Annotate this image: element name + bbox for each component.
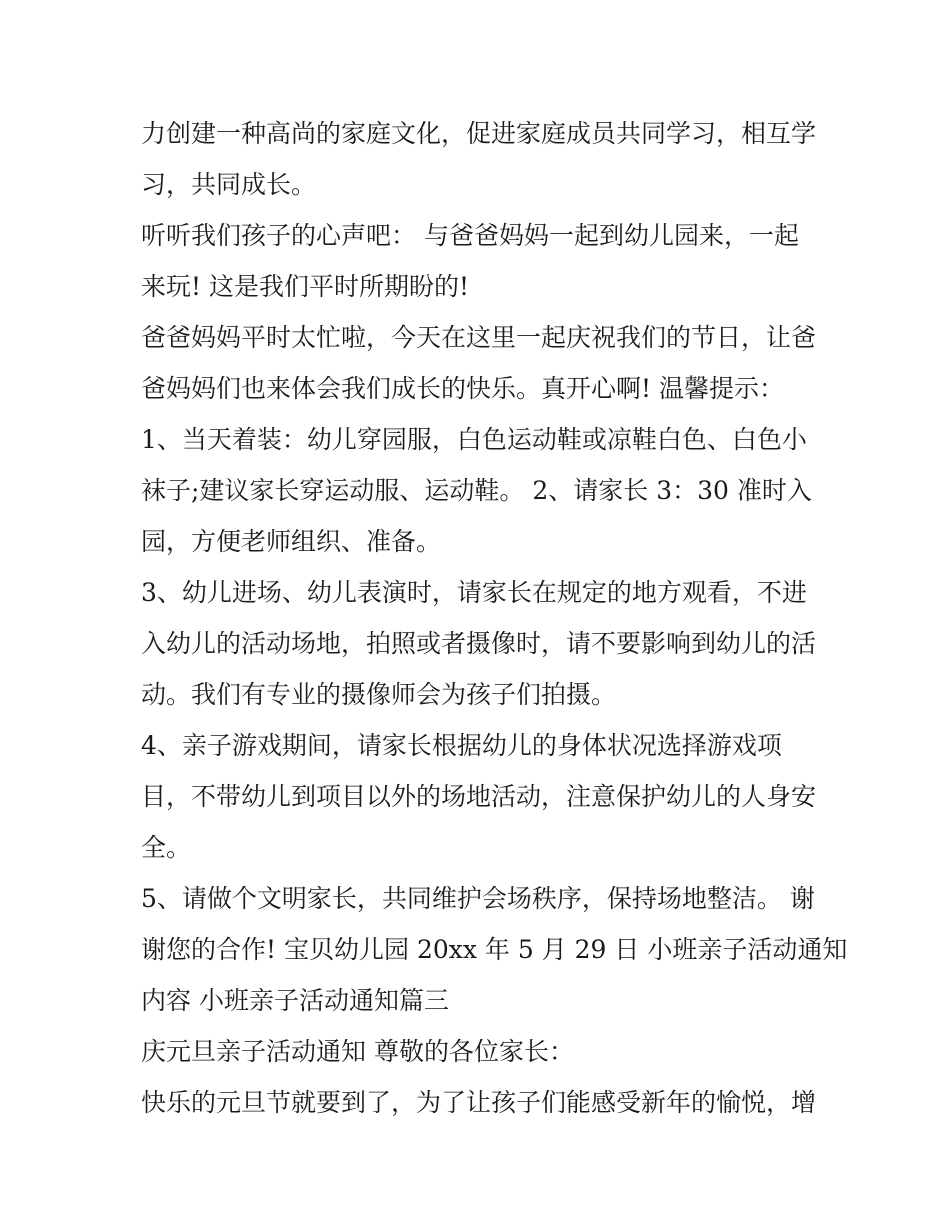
- text-line: 力创建一种高尚的家庭文化，促进家庭成员共同学习，相互学: [141, 119, 817, 148]
- text-line: 内容 小班亲子活动通知篇三: [141, 986, 449, 1015]
- text-line: 习，共同成长。: [141, 170, 317, 199]
- document-body: [141, 108, 848, 1128]
- text-line: 目，不带幼儿到项目以外的场地活动，注意保护幼儿的人身安: [141, 782, 817, 811]
- text-line: 5、请做个文明家长，共同维护会场秩序，保持场地整洁。 谢: [141, 884, 815, 913]
- text-line: 谢您的合作! 宝贝幼儿园 20xx 年 5 月 29 日 小班亲子活动通知: [141, 935, 848, 964]
- text-line: 4、亲子游戏期间，请家长根据幼儿的身体状况选择游戏项: [141, 731, 782, 760]
- text-line: 爸妈妈们也来体会我们成长的快乐。真开心啊! 温馨提示：: [141, 374, 784, 403]
- text-line: 庆元旦亲子活动通知 尊敬的各位家长：: [141, 1037, 574, 1066]
- text-line: 袜子;建议家长穿运动服、运动鞋。 2、请家长 3：30 准时入: [141, 476, 812, 505]
- text-line: 听听我们孩子的心声吧： 与爸爸妈妈一起到幼儿园来，一起: [141, 221, 799, 250]
- text-line: 来玩! 这是我们平时所期盼的!: [141, 272, 470, 301]
- text-line: 1、当天着装：幼儿穿园服，白色运动鞋或凉鞋白色、白色小: [141, 425, 807, 454]
- text-line: 动。我们有专业的摄像师会为孩子们拍摄。: [141, 680, 617, 709]
- text-line: 入幼儿的活动场地，拍照或者摄像时，请不要影响到幼儿的活: [141, 629, 817, 658]
- text-line: 爸爸妈妈平时太忙啦，今天在这里一起庆祝我们的节日，让爸: [141, 323, 817, 352]
- text-line: 快乐的元旦节就要到了，为了让孩子们能感受新年的愉悦，增: [141, 1088, 817, 1117]
- text-line: 园，方便老师组织、准备。: [141, 527, 442, 556]
- text-line: 3、幼儿进场、幼儿表演时，请家长在规定的地方观看，不进: [141, 578, 807, 607]
- text-line: 全。: [141, 833, 192, 862]
